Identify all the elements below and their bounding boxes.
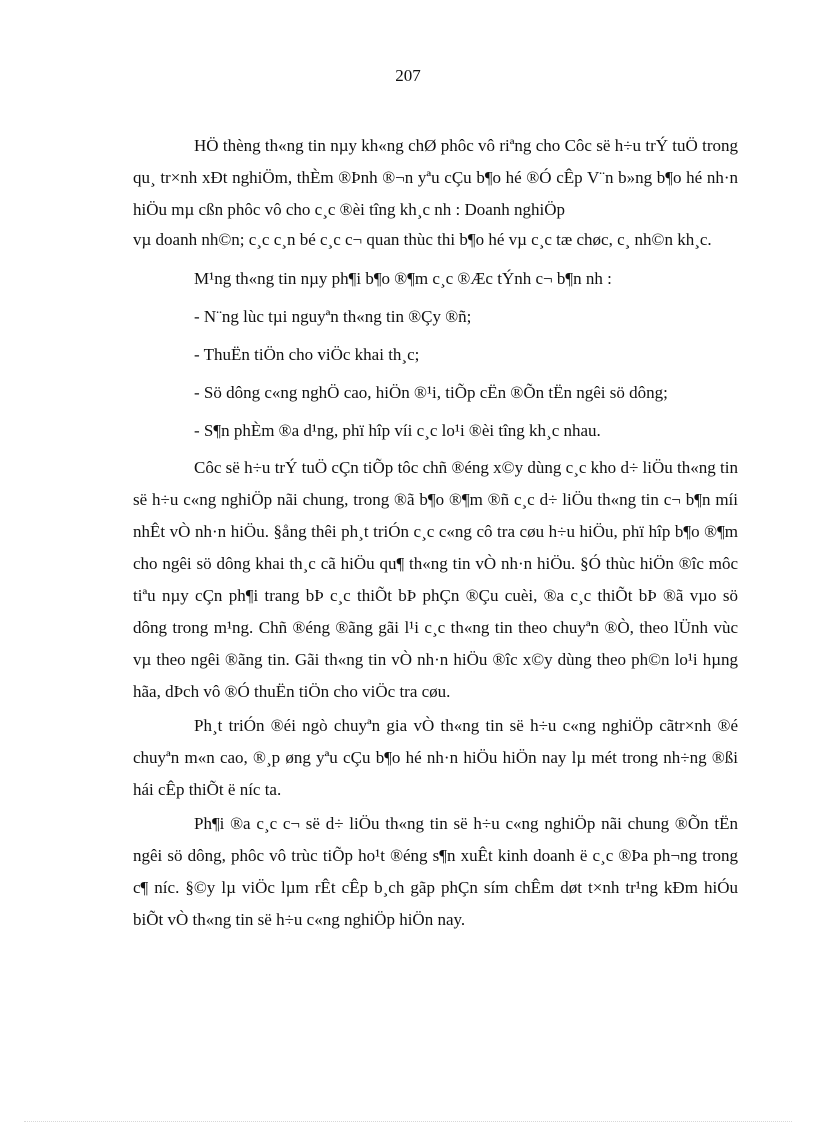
body-text [133,130,738,936]
paragraph-1-continued: vµ doanh nh©n; c¸c c¸n bé c¸c c¬ quan thùc thi b¶o hé vµ c¸c tæ chøc, c¸ nh©n kh¸c. [133,230,712,249]
page-number: 207 [395,66,421,85]
list-item: - N¨ng lùc tµi nguyªn th«ng tin ®Çy ®ñ; [194,307,472,326]
paragraph-5: Ph¶i ®a c¸c c¬ së d÷ liÖu th«ng tin së h÷u c«ng nghiÖp nãi chung ®Õn tËn ngêi sö dông, phôc vô trùc tiÕp ho¹t ®éng s¶n xuÊt kinh doanh ë c¸c ®Þa ph¬ng trong c¶ níc. §©y lµ viÖc lµm rÊt cÊp b¸ch gãp phÇn sím chÊm døt t×nh tr¹ng kÐm hiÓu biÕt vÒ th«ng tin së h÷u c«ng nghiÖp hiÖn nay. [133,814,738,929]
paragraph-4: Ph¸t triÓn ®éi ngò chuyªn gia vÒ th«ng tin së h÷u c«ng nghiÖp cãtr×nh ®é chuyªn m«n cao, ®¸p øng yªu cÇu b¶o hé nh·n hiÖu hiÖn nay lµ mét trong nh÷ng ®ßi hái cÊp thiÕt ë níc ta. [133,716,738,799]
list-item: - ThuËn tiÖn cho viÖc khai th¸c; [194,345,420,364]
paragraph-3: Côc së h÷u trÝ tuÖ cÇn tiÕp tôc chñ ®éng x©y dùng c¸c kho d÷ liÖu th«ng tin së h÷u c«ng nghiÖp nãi chung, trong ®ã b¶o ®¶m ®ñ c¸c d÷ liÖu th«ng tin c¬ b¶n míi nhÊt vÒ nh·n hiÖu. §ång thêi ph¸t triÓn c¸c c«ng cô tra cøu h÷u hiÖu, phï hîp b¶o ®¶m cho ngêi sö dông khai th¸c cã hiÖu qu¶ th«ng tin vÒ nh·n hiÖu. §Ó thùc hiÖn ®îc môc tiªu nµy cÇn ph¶i trang bÞ c¸c thiÕt bÞ phÇn ®Çu cuèi, ®a c¸c thiÕt bÞ ®ã vµo sö dông trong m¹ng. Chñ ®éng ®ãng gãi l¹i c¸c th«ng tin theo chuyªn ®Ò, theo lÜnh vùc vµ theo ngêi ®ãng tin. Gãi th«ng tin vÒ nh·n hiÖu ®îc x©y dùng theo ph©n lo¹i hµng hãa, dÞch vô ®Ó thuËn tiÖn cho viÖc tra cøu. [133,458,738,701]
paragraph-2: M¹ng th«ng tin nµy ph¶i b¶o ®¶m c¸c ®Æc tÝnh c¬ b¶n nh : [194,269,612,288]
list-item: - S¶n phÈm ®a d¹ng, phï hîp víi c¸c lo¹i ®èi tîng kh¸c nhau. [194,421,601,440]
page-bottom-border [24,1121,792,1122]
paragraph-1: HÖ thèng th«ng tin nµy kh«ng chØ phôc vô riªng cho Côc së h÷u trÝ tuÖ trong qu¸ tr×nh xÐt nghiÖm, thÈm ®Þnh ®¬n yªu cÇu b¶o hé ®Ó cÊp V¨n b»ng b¶o hé nh·n hiÖu mµ cßn phôc vô cho c¸c ®èi tîng kh¸c nh : Doanh nghiÖp [133,136,738,219]
list-item: - Sö dông c«ng nghÖ cao, hiÖn ®¹i, tiÕp cËn ®Õn tËn ngêi sö dông; [194,383,668,402]
